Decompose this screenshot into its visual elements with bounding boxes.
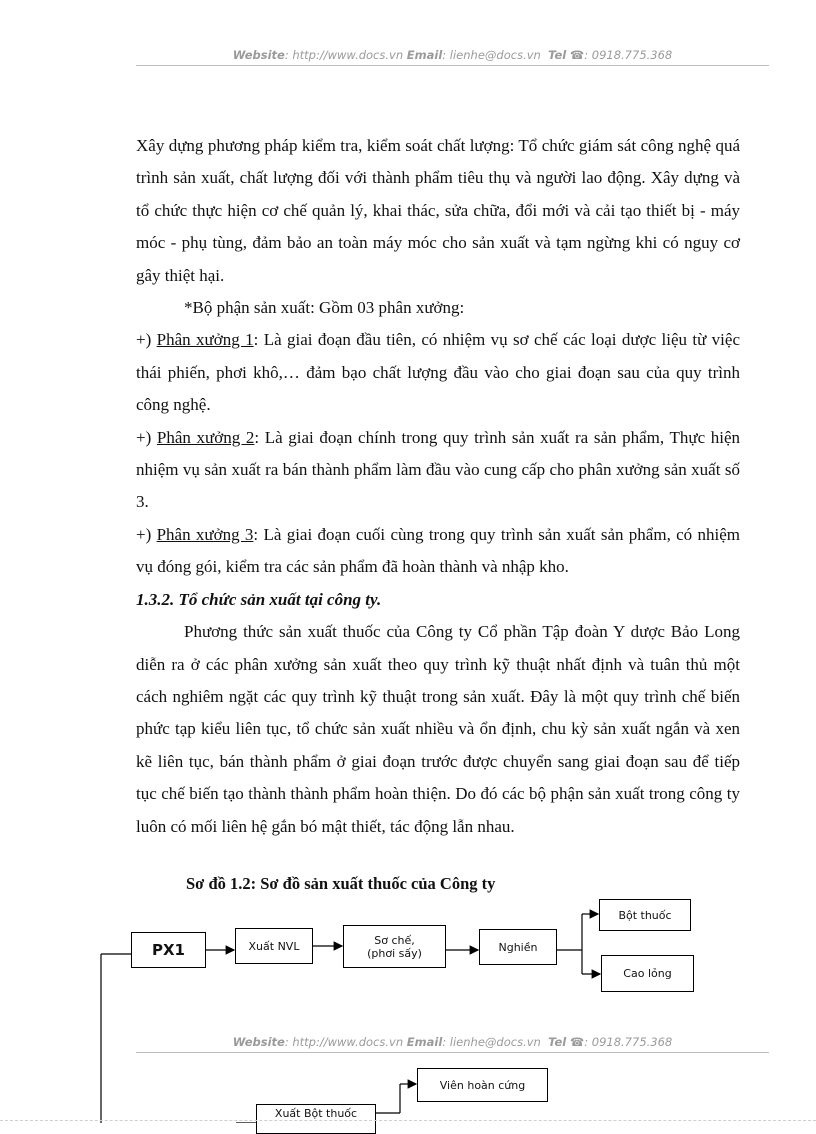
workshop-label: Phân xưởng 1	[156, 330, 254, 350]
page-break-divider	[0, 1120, 816, 1121]
cao-long-box: Cao lỏng	[601, 955, 694, 992]
website-label: Website	[232, 1035, 285, 1049]
nghien-box: Nghiền	[479, 929, 557, 965]
px1-box: PX1	[131, 932, 206, 968]
bullet-prefix: +)	[136, 524, 157, 544]
so-che-line1: Sơ chế,	[374, 933, 415, 947]
vien-hoan-cung-box: Viên hoàn cứng	[417, 1068, 548, 1102]
paragraph: *Bộ phận sản xuất: Gồm 03 phân xưởng:	[184, 298, 465, 318]
email-value: : lienhe@docs.vn	[442, 48, 541, 62]
website-value: : http://www.docs.vn	[284, 48, 404, 62]
website-label: Website	[232, 48, 285, 62]
tel-label: Tel	[548, 48, 567, 62]
paragraph-text: : Là giai đoạn chính trong quy trình sản xuất ra sản phẩm, Thực hiện nhiệm vụ sản xuất ra bán thành phẩm làm đầu vào cung cấp cho phân xưởng sản xuất số 3.	[136, 427, 741, 512]
paragraph-text: : Là giai đoạn đầu tiên, có nhiệm vụ sơ chế các loại dược liệu từ việc thái phiến, phơi khô,… đảm bạo chất lượng đầu vào cho giai đoạn sau của quy trình công nghệ.	[136, 330, 740, 415]
phone-icon: ☎	[569, 48, 585, 62]
page-header	[136, 1035, 769, 1053]
email-value: : lienhe@docs.vn	[442, 1035, 541, 1049]
phone-icon: ☎	[569, 1035, 585, 1049]
workshop-label: Phân xưởng 2	[156, 427, 255, 447]
bot-thuoc-box: Bột thuốc	[599, 899, 691, 931]
so-che-line2: (phơi sấy)	[367, 946, 422, 960]
email-label: Email	[406, 1035, 443, 1049]
workshop-label: Phân xưởng 3	[156, 524, 254, 544]
website-value: : http://www.docs.vn	[284, 1035, 404, 1049]
tel-value: : 0918.775.368	[584, 1035, 673, 1049]
paragraph-text: : Là giai đoạn cuối cùng trong quy trình sản xuất sản phẩm, có nhiệm vụ đóng gói, kiểm tra các sản phẩm đã hoàn thành và nhập kho.	[136, 524, 740, 577]
diagram-caption: Sơ đồ 1.2: Sơ đồ sản xuất thuốc của Công ty	[186, 874, 496, 893]
so-che-box	[343, 925, 446, 968]
tel-label: Tel	[548, 1035, 567, 1049]
xuat-nvl-box: Xuất NVL	[235, 928, 313, 964]
bullet-prefix: +)	[136, 330, 157, 350]
bullet-prefix: +)	[136, 427, 157, 447]
paragraph: Phương thức sản xuất thuốc của Công ty Cổ phần Tập đoàn Y dược Bảo Long diễn ra ở các phân xưởng sản xuất theo quy trình kỹ thuật nhất định và tuân thủ một cách nghiêm ngặt các quy trình kỹ thuật trong sản xuất. Đây là một quy trình chế biến phức tạp kiểu liên tục, tổ chức sản xuất nhiều và ổn định, chu kỳ sản xuất ngắn và xen kẽ liên tục, bán thành phẩm ở giai đoạn trước được chuyển sang giai đoạn sau để tiếp tục chế biến tạo thành thành phẩm hoàn thiện. Do đó các bộ phận sản xuất trong công ty luôn có mối liên hệ gắn bó mật thiết, tác động lẫn nhau.	[136, 622, 740, 836]
section-title: 1.3.2. Tổ chức sản xuất tại công ty.	[136, 589, 382, 609]
paragraph: Xây dựng phương pháp kiểm tra, kiểm soát chất lượng: Tổ chức giám sát công nghệ quá trình sản xuất, chất lượng đối với thành phẩm tiêu thụ và người lao động. Xây dựng và tổ chức thực hiện cơ chế quản lý, khai thác, sửa chữa, đổi mới và cải tạo thiết bị - máy móc - phụ tùng, đảm bảo an toàn máy móc cho sản xuất và tạm ngừng khi có nguy cơ gây thiệt hại.	[136, 136, 740, 285]
email-label: Email	[406, 48, 443, 62]
tel-value: : 0918.775.368	[584, 48, 673, 62]
xuat-bot-thuoc-box: Xuất Bột thuốc	[256, 1104, 376, 1134]
